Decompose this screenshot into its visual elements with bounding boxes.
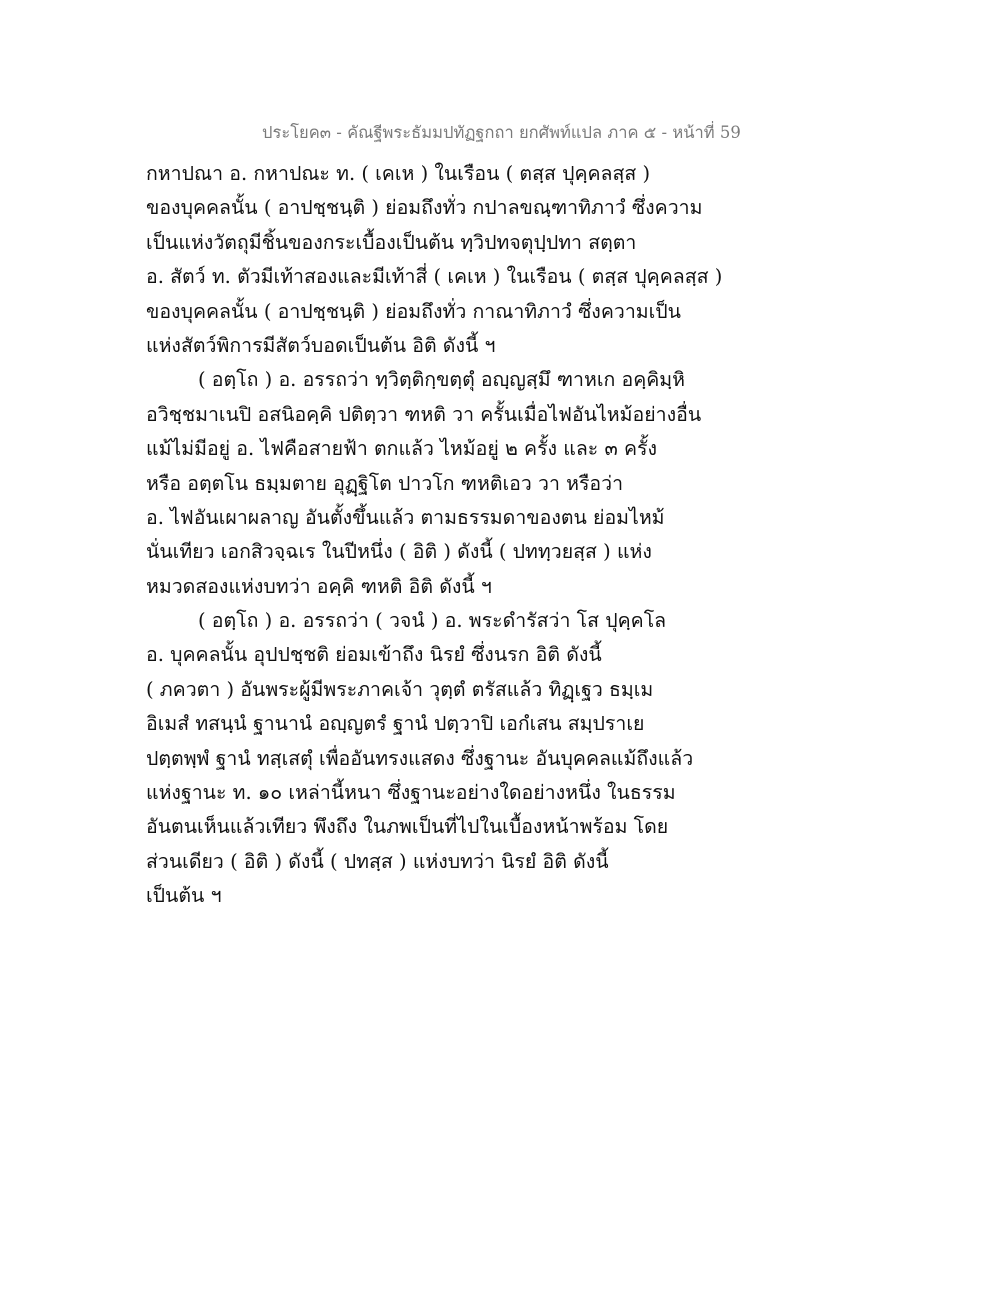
text-line: กหาปณา อ. กหาปณะ ท. ( เคเห ) ในเรือน ( ตสฺส ปุคฺคลสฺส ): [146, 162, 651, 185]
paragraph-start-line: ( อตฺโถ ) อ. อรรถว่า ทฺวิตฺติกฺขตฺตุํ อญฺญสฺมึ ฑาหเก อคฺคิมฺหิ: [198, 368, 685, 392]
page-header: ประโยค๓ - คัณฐีพระธัมมปทัฏฐกถา ยกศัพท์แปล ภาค ๕ - หน้าที่ 59: [262, 123, 741, 142]
body-text: [146, 157, 946, 914]
text-line: แห่งฐานะ ท. ๑๐ เหล่านี้หนา ซึ่งฐานะอย่างใดอย่างหนึ่ง ในธรรม: [146, 781, 676, 805]
text-line: หมวดสองแห่งบทว่า อคฺคิ ฑหติ อิติ ดังนี้ ฯ: [146, 574, 492, 598]
text-line: ของบุคคลนั้น ( อาปชฺชนฺติ ) ย่อมถึงทั่ว กาณาทิภาวํ ซึ่งความเป็น: [146, 299, 682, 323]
text-line: ( ภควตา ) อันพระผู้มีพระภาคเจ้า วุตฺตํ ตรัสแล้ว ทิฏฺเฐว ธมฺเม: [146, 677, 654, 701]
text-line: เป็นต้น ฯ: [146, 884, 222, 908]
text-line: อวิชฺชมาเนปิ อสนิอคฺคิ ปติตฺวา ฑหติ วา ครั้นเมื่อไฟอันไหม้อย่างอื่น: [146, 402, 702, 426]
text-line: หรือ อตฺตโน ธมฺมตาย อุฏฺฐิโต ปาวโก ฑหติเอว วา หรือว่า: [146, 471, 624, 495]
text-line: ส่วนเดียว ( อิติ ) ดังนี้ ( ปทสฺส ) แห่งบทว่า นิรยํ อิติ ดังนี้: [146, 849, 609, 873]
text-line: อิเมสํ ทสนฺนํ ฐานานํ อญฺญตรํ ฐานํ ปตฺวาปิ เอกํเสน สมฺปราเย: [146, 712, 645, 736]
text-line: นั่นเทียว เอกสิวจฺฉเร ในปีหนึ่ง ( อิติ ) ดังนี้ ( ปททฺวยสฺส ) แห่ง: [146, 540, 652, 564]
text-line: ปตฺตพฺพํ ฐานํ ทสฺเสตุํ เพื่ออันทรงแสดง ซึ่งฐานะ อันบุคคลแม้ถึงแล้ว: [146, 746, 694, 770]
text-line: แห่งสัตว์พิการมีสัตว์บอดเป็นต้น อิติ ดังนี้ ฯ: [146, 333, 496, 357]
text-line: อ. ไฟอันเผาผลาญ อันตั้งขึ้นแล้ว ตามธรรมดาของตน ย่อมไหม้: [146, 505, 665, 529]
text-line: อ. บุคคลนั้น อุปปชฺชติ ย่อมเข้าถึง นิรยํ ซึ่งนรก อิติ ดังนี้: [146, 643, 602, 667]
text-line: ของบุคคลนั้น ( อาปชฺชนฺติ ) ย่อมถึงทั่ว กปาลขณฺฑาทิภาวํ ซึ่งความ: [146, 196, 703, 220]
text-line: อ. สัตว์ ท. ตัวมีเท้าสองและมีเท้าสี่ ( เคเห ) ในเรือน ( ตสฺส ปุคฺคลสฺส ): [146, 265, 723, 289]
paragraph-start-line: ( อตฺโถ ) อ. อรรถว่า ( วจนํ ) อ. พระดำรัสว่า โส ปุคฺคโล: [198, 609, 667, 633]
text-line: อันตนเห็นแล้วเทียว พึงถึง ในภพเป็นที่ไปในเบื้องหน้าพร้อม โดย: [146, 815, 669, 839]
text-line: แม้ไม่มีอยู่ อ. ไฟคือสายฟ้า ตกแล้ว ไหม้อยู่ ๒ ครั้ง และ ๓ ครั้ง: [146, 437, 658, 461]
text-line: เป็นแห่งวัตถุมีชิ้นของกระเบื้องเป็นต้น ทฺวิปทจตุปฺปทา สตฺตา: [146, 230, 637, 254]
